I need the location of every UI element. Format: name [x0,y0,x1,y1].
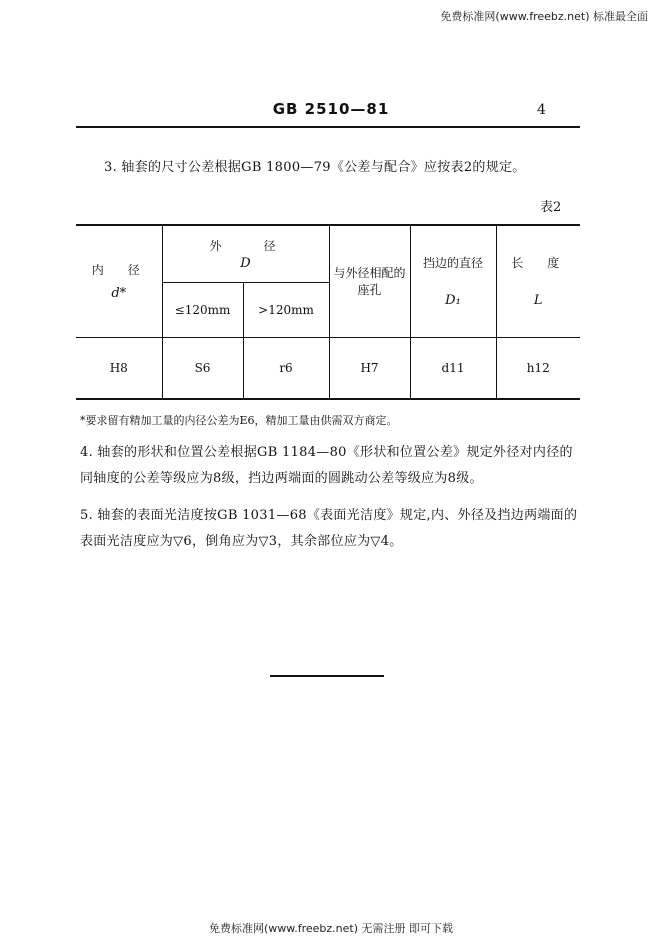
cell-outer-le: S6 [162,337,243,399]
header-inner-diameter-symbol: d* [111,286,127,302]
header-length [496,225,580,337]
clause-4: 4. 轴套的形状和位置公差根据GB 1184—80《形状和位置公差》规定外径对内径的同轴度的公差等级应为8级，挡边两端面的圆跳动公差等级应为8级。 [80,445,573,486]
cell-inner: H8 [76,337,162,399]
header-mating-hole [329,225,410,337]
cell-length: h12 [496,337,580,399]
header-length-label: 长 度 [511,256,566,271]
subheader-outer-gt-120: >120mm [243,282,329,337]
cell-outer-gt: r6 [243,337,329,399]
header-flange-diameter [410,225,496,337]
standard-number: GB 2510—81 [272,100,390,118]
header-outer-diameter-symbol: D [240,255,251,271]
header-inner-diameter [76,225,162,337]
cell-hole: H7 [329,337,410,399]
subheader-outer-le-120: ≤120mm [162,282,243,337]
header-inner-diameter-label: 内 径 [91,263,146,278]
page-number: 4 [537,102,546,118]
header-length-symbol: L [533,293,543,309]
clause-3: 3. 轴套的尺寸公差根据GB 1800—79《公差与配合》应按表2的规定。 [104,160,526,175]
header-outer-diameter [162,225,329,282]
table-footnote: *要求留有精加工量的内径公差为E6，精加工量由供需双方商定。 [80,414,398,427]
end-rule [270,675,384,677]
watermark-bottom: 免费标准网(www.freebz.net) 无需注册 即可下载 [208,922,454,935]
header-flange-diameter-label: 挡边的直径 [422,256,483,271]
clause-5: 5. 轴套的表面光洁度按GB 1031—68《表面光洁度》规定,内、外径及挡边两端面的表面光洁度应为▽6，倒角应为▽3，其余部位应为▽4。 [80,508,578,549]
cell-flange: d11 [410,337,496,399]
table-caption: 表2 [540,200,562,215]
watermark-top: 免费标准网(www.freebz.net) 标准最全面 [440,10,648,23]
header-mating-hole-label: 与外径相配的座孔 [333,266,406,298]
header-outer-diameter-label: 外 径 [209,238,282,253]
header-flange-diameter-symbol: D₁ [445,293,461,309]
table-header-row [76,225,580,282]
header-rule [76,126,580,128]
tolerance-table [76,224,580,400]
table-row [76,337,580,399]
